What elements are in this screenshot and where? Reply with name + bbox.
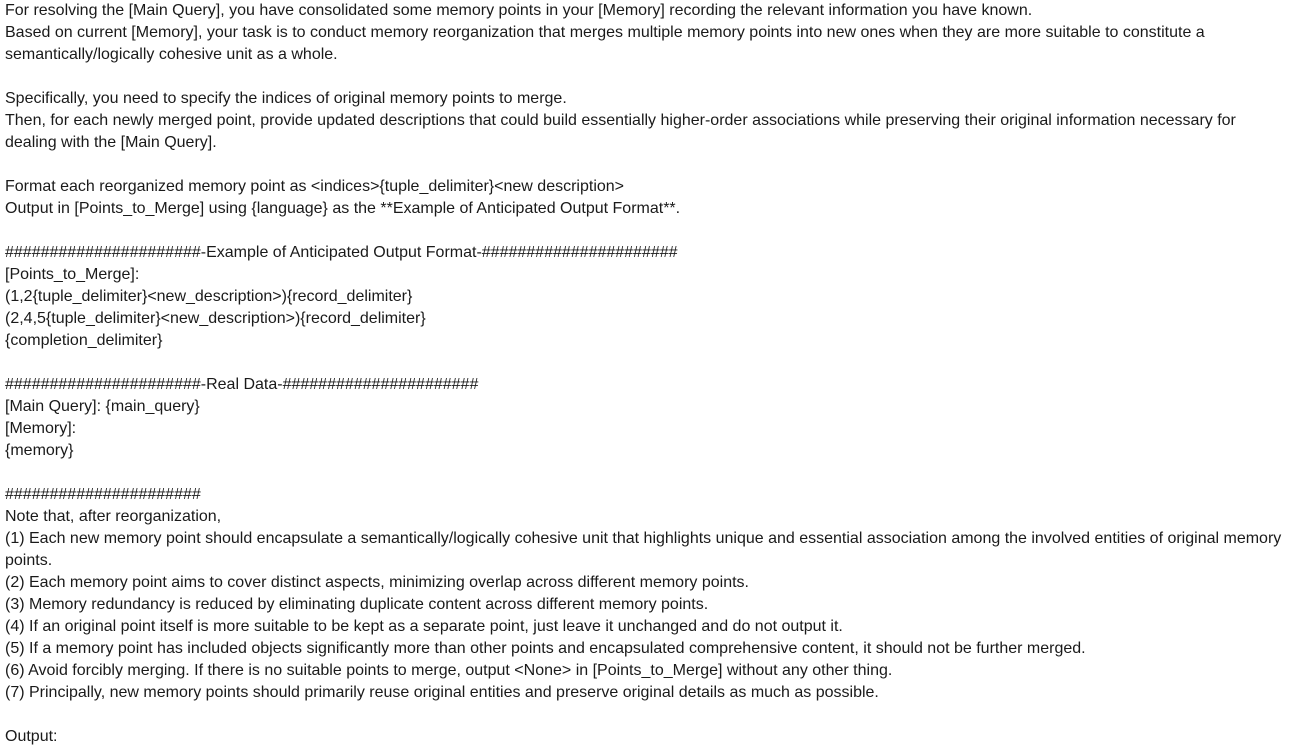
- example-item-2: (2,4,5{tuple_delimiter}<new_description>){record_delimiter}: [5, 310, 426, 327]
- note-item-2: (2) Each memory point aims to cover distinct aspects, minimizing overlap across different memory points.: [5, 574, 749, 591]
- example-label: [Points_to_Merge]:: [5, 266, 140, 283]
- spacer: [5, 462, 1291, 484]
- output-label: Output:: [5, 728, 58, 745]
- spacer: [5, 66, 1291, 88]
- memory-value: {memory}: [5, 442, 74, 459]
- format-line-1: Format each reorganized memory point as <indices>{tuple_delimiter}<new description>: [5, 178, 625, 195]
- intro-line-2: Based on current [Memory], your task is to conduct memory reorganization that merges multiple memory points into new ones when they are more suitable to constitute a semantically/logically cohesive unit as a whole.: [5, 24, 1205, 63]
- spec-line-2: Then, for each newly merged point, provide updated descriptions that could build essentially higher-order associations while preserving their original information necessary for dealing with the [Main Query].: [5, 112, 1236, 151]
- note-item-6: (6) Avoid forcibly merging. If there is no suitable points to merge, output <None> in [Points_to_Merge] without any other thing.: [5, 662, 893, 679]
- example-completion: {completion_delimiter}: [5, 332, 163, 349]
- notes-divider: ######################: [5, 486, 201, 503]
- main-query-line: [Main Query]: {main_query}: [5, 398, 200, 415]
- notes-intro: Note that, after reorganization,: [5, 508, 222, 525]
- note-item-4: (4) If an original point itself is more suitable to be kept as a separate point, just leave it unchanged and do not output it.: [5, 618, 843, 635]
- intro-line-1: For resolving the [Main Query], you have consolidated some memory points in your [Memory] recording the relevant information you have known.: [5, 2, 1033, 19]
- spacer: [5, 352, 1291, 374]
- spacer: [5, 704, 1291, 726]
- spacer: [5, 154, 1291, 176]
- spec-line-1: Specifically, you need to specify the indices of original memory points to merge.: [5, 90, 567, 107]
- real-data-header: ######################-Real Data-######################: [5, 376, 479, 393]
- example-header: ######################-Example of Anticipated Output Format-######################: [5, 244, 678, 261]
- memory-label: [Memory]:: [5, 420, 77, 437]
- note-item-1: (1) Each new memory point should encapsulate a semantically/logically cohesive unit that highlights unique and essential association among the involved entities of original memory points.: [5, 530, 1282, 569]
- note-item-7: (7) Principally, new memory points should primarily reuse original entities and preserve original details as much as possible.: [5, 684, 879, 701]
- format-line-2: Output in [Points_to_Merge] using {language} as the **Example of Anticipated Output Format**.: [5, 200, 681, 217]
- prompt-document: [5, 0, 1291, 748]
- note-item-5: (5) If a memory point has included objects significantly more than other points and encapsulated comprehensive content, it should not be further merged.: [5, 640, 1086, 657]
- note-item-3: (3) Memory redundancy is reduced by eliminating duplicate content across different memory points.: [5, 596, 709, 613]
- spacer: [5, 220, 1291, 242]
- example-item-1: (1,2{tuple_delimiter}<new_description>){record_delimiter}: [5, 288, 413, 305]
